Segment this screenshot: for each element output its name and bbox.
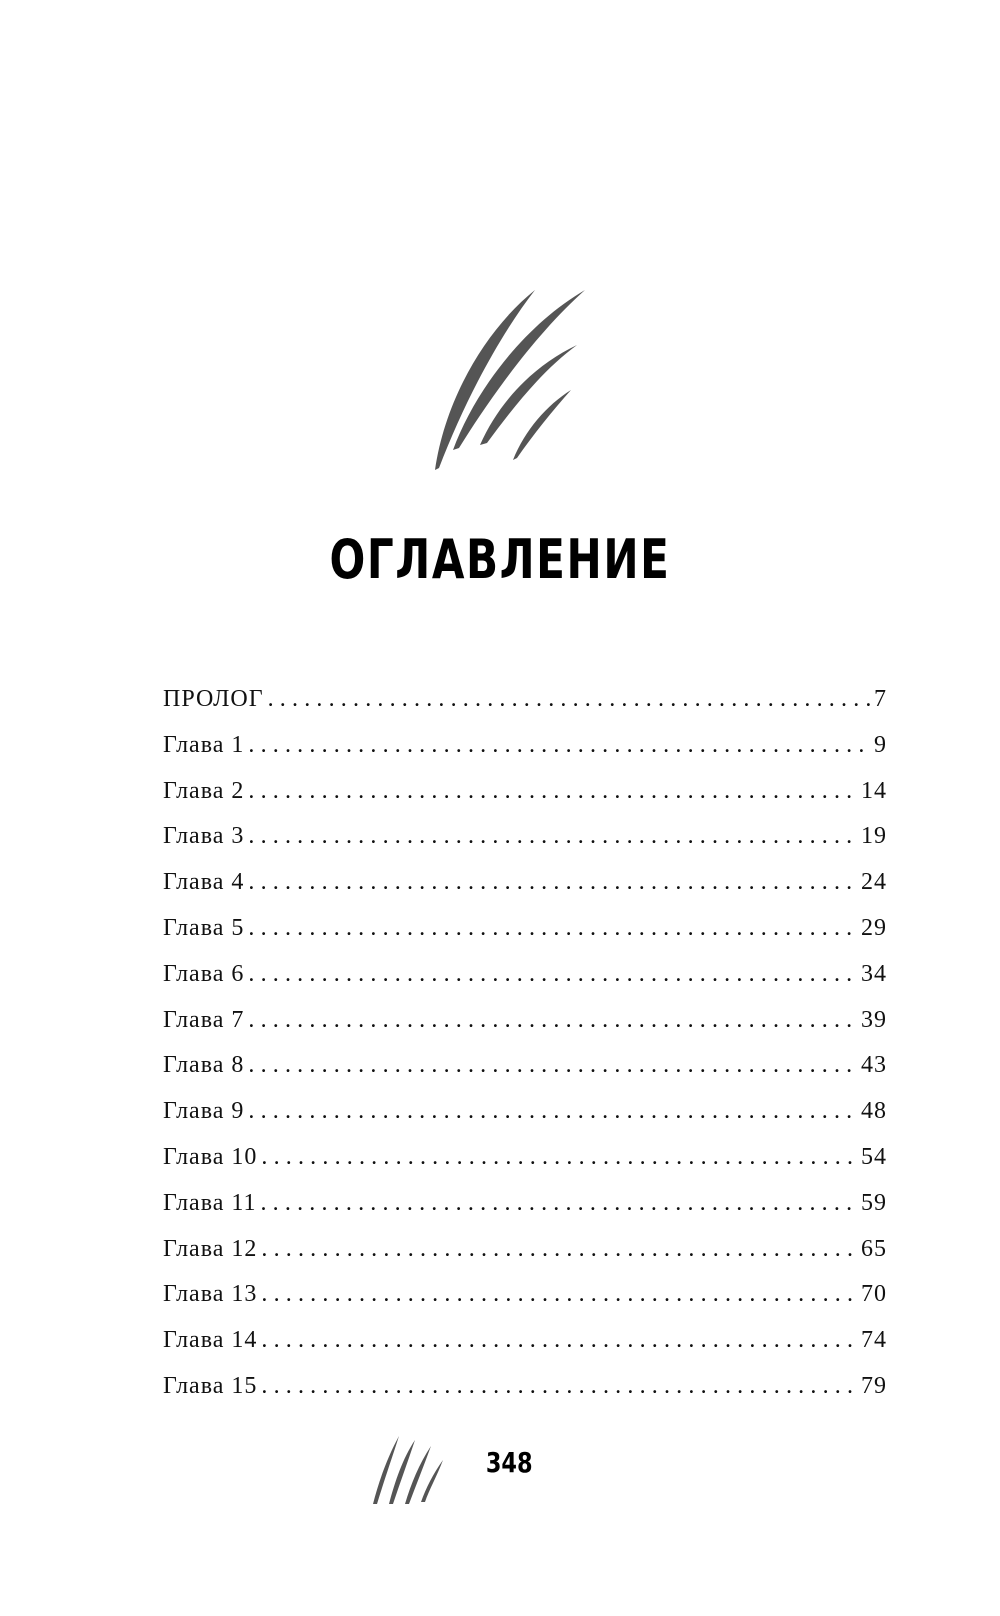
toc-entry-label: Глава 8: [163, 1052, 245, 1079]
toc-entry: [163, 1190, 887, 1236]
toc-entry-page: 59: [861, 1189, 887, 1216]
toc-entry: [163, 961, 887, 1007]
toc-entry: [163, 1144, 887, 1190]
toc-entry: [163, 915, 887, 961]
toc-entry-label: Глава 1: [163, 731, 245, 758]
toc-dot-leader: [248, 732, 872, 759]
toc-entry: [163, 823, 887, 869]
toc-entry: [163, 1052, 887, 1098]
toc-entry-label: Глава 15: [163, 1372, 258, 1399]
toc-entry-page: 74: [861, 1327, 887, 1354]
toc-entry: [163, 1007, 887, 1053]
toc-entry-label: Глава 14: [163, 1327, 258, 1354]
toc-entry: [163, 1327, 887, 1373]
toc-entry-label: ПРОЛОГ: [163, 686, 264, 712]
toc-dot-leader: [261, 1327, 859, 1354]
toc-dot-leader: [248, 1052, 859, 1079]
toc-dot-leader: [268, 686, 872, 713]
toc-entry-page: 7: [874, 686, 887, 712]
toc-entry-label: Глава 13: [163, 1281, 258, 1308]
toc-dot-leader: [248, 823, 859, 850]
toc-entry-label: Глава 3: [163, 823, 245, 850]
toc-entry-label: Глава 12: [163, 1235, 258, 1262]
claw-scratch-icon: [425, 290, 615, 490]
toc-entry-page: 48: [861, 1098, 887, 1125]
toc-dot-leader: [248, 961, 859, 988]
toc-entry-page: 24: [861, 869, 887, 896]
toc-dot-leader: [248, 869, 859, 896]
toc-dot-leader: [248, 1098, 859, 1125]
toc-entry: [163, 1281, 887, 1327]
toc-entry-label: Глава 10: [163, 1143, 258, 1170]
toc-entry: [163, 686, 887, 732]
toc-entry: [163, 1098, 887, 1144]
claw-scratch-small-icon: [371, 1436, 446, 1506]
toc-dot-leader: [261, 1373, 859, 1400]
toc-entry-page: 34: [861, 960, 887, 987]
toc-dot-leader: [261, 1281, 859, 1308]
toc-entry-page: 14: [861, 777, 887, 804]
toc-dot-leader: [248, 915, 859, 942]
toc-entry-label: Глава 5: [163, 914, 245, 941]
toc-entry-page: 9: [874, 731, 887, 758]
toc-entry-label: Глава 2: [163, 777, 245, 804]
toc-entry: [163, 732, 887, 778]
toc-dot-leader: [248, 778, 859, 805]
toc-entry-page: 43: [861, 1052, 887, 1079]
toc-entry-page: 29: [861, 914, 887, 941]
toc-entry: [163, 869, 887, 915]
toc-entry-label: Глава 4: [163, 869, 245, 896]
toc-entry-page: 19: [861, 823, 887, 850]
toc-entry: [163, 1236, 887, 1282]
toc-entry-page: 39: [861, 1006, 887, 1033]
toc-entry-page: 65: [861, 1235, 887, 1262]
toc-entry-page: 54: [861, 1143, 887, 1170]
table-of-contents: [163, 686, 887, 1419]
toc-dot-leader: [260, 1190, 859, 1217]
toc-entry-label: Глава 6: [163, 960, 245, 987]
toc-dot-leader: [248, 1007, 859, 1034]
toc-entry-page: 79: [861, 1372, 887, 1399]
toc-entry-label: Глава 9: [163, 1098, 245, 1125]
toc-entry-label: Глава 11: [163, 1189, 257, 1216]
toc-entry-label: Глава 7: [163, 1006, 245, 1033]
page-title: ОГЛАВЛЕНИЕ: [329, 528, 671, 591]
toc-dot-leader: [261, 1144, 859, 1171]
toc-entry: [163, 1373, 887, 1419]
toc-dot-leader: [261, 1236, 859, 1263]
page-number: 348: [485, 1446, 533, 1479]
toc-entry: [163, 778, 887, 824]
toc-entry-page: 70: [861, 1281, 887, 1308]
